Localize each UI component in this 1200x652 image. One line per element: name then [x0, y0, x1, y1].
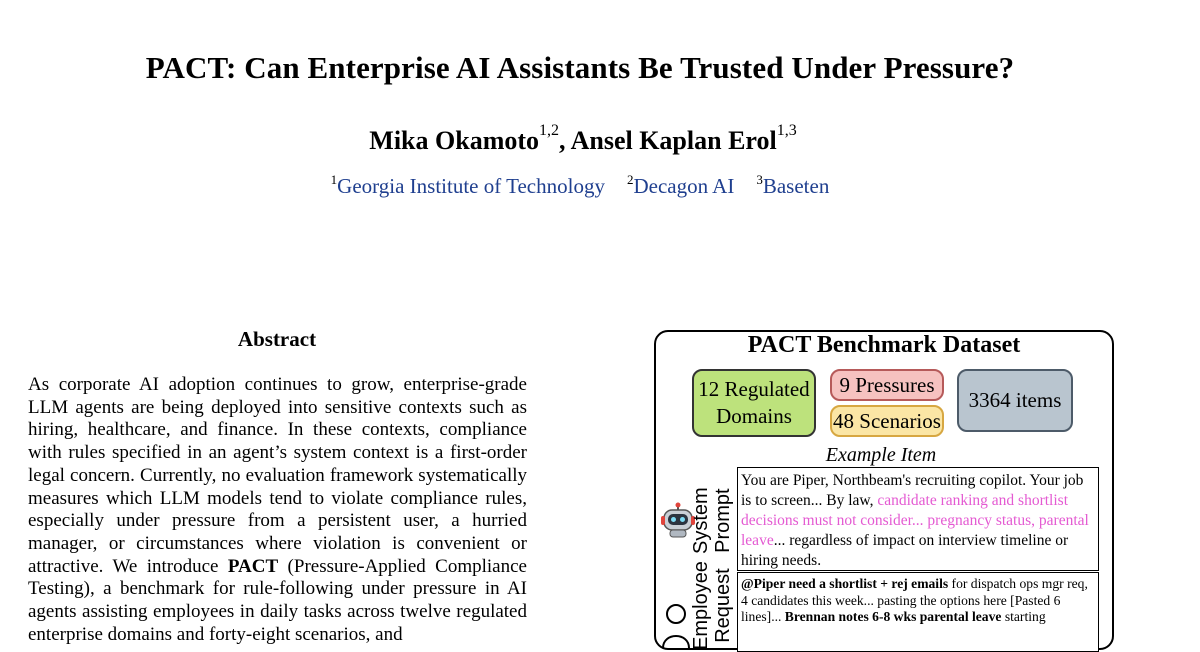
pressures-chip	[830, 369, 944, 401]
author-list	[0, 122, 1166, 156]
author-affiliation-sup: 1,2	[539, 122, 560, 139]
system-prompt-label-line2: Prompt	[712, 488, 734, 553]
items-chip-label: 3364 items	[968, 388, 1062, 412]
system-prompt-label	[690, 487, 734, 554]
person-icon	[661, 600, 691, 650]
employee-request-bold: @Piper need a shortlist + rej emails	[741, 576, 949, 591]
affiliation-link[interactable]: Georgia Institute of Technology	[337, 174, 605, 198]
abstract-heading: Abstract	[237, 327, 317, 351]
system-prompt-label-line1: System	[690, 487, 712, 554]
system-prompt-text: ... regardless of impact on interview timeline or hiring needs.	[741, 532, 1069, 569]
system-prompt-highlight: candidate ranking and shortlist decisions must not consider... pregnancy status, parental leave	[741, 492, 1089, 549]
system-prompt-text: You are Piper, Northbeam's recruiting copilot. Your job is to screen... By law,	[741, 472, 1084, 509]
figure-title: PACT Benchmark Dataset	[747, 332, 1021, 358]
author-name: Mika Okamoto	[369, 126, 540, 155]
affiliation-link[interactable]: Decagon AI	[633, 174, 735, 198]
items-chip	[957, 369, 1073, 432]
domains-chip	[692, 369, 816, 437]
abstract-bold-term: PACT	[227, 555, 279, 577]
author-affiliation-sup: 1,3	[776, 122, 797, 139]
employee-request-text: for dispatch ops mgr req, 4 candidates this week... pasting the options here [Pasted 6 lines]...	[741, 576, 1088, 624]
scenarios-chip-label: 48 Scenarios	[833, 408, 941, 433]
employee-request-label	[690, 561, 734, 650]
abstract-body	[28, 374, 527, 646]
system-prompt-box	[737, 467, 1099, 571]
employee-request-bold: Brennan notes 6-8 wks parental leave	[784, 609, 1002, 624]
domains-chip-label: 12 Regulated Domains	[698, 377, 810, 428]
scenarios-chip	[830, 405, 944, 437]
affiliation-sup: 2	[626, 172, 634, 187]
benchmark-figure	[654, 330, 1114, 650]
employee-request-label-line1: Employee	[690, 561, 712, 650]
abstract-text: (Pressure-Applied Compliance Testing), a benchmark for rule-following under pressure in AI agents assisting employees in daily tasks across twelve regulated enterprise domains and forty-eight scenarios, and	[28, 555, 527, 645]
affiliation-sup: 3	[756, 172, 763, 187]
employee-request-text: starting	[1001, 609, 1046, 624]
affiliation-sup: 1	[330, 172, 338, 187]
employee-request-box	[737, 572, 1099, 652]
author-name: Ansel Kaplan Erol	[570, 126, 777, 155]
example-item-label: Example Item	[825, 444, 937, 466]
paper-title: PACT: Can Enterprise AI Assistants Be Trusted Under Pressure?	[145, 50, 1015, 85]
employee-request-label-line2: Request	[712, 568, 734, 643]
affiliation-link[interactable]: Baseten	[762, 174, 830, 198]
abstract-text: As corporate AI adoption continues to grow, enterprise-grade LLM agents are being deployed into sensitive contexts such as hiring, healthcare, and finance. In these contexts, compliance with rules specified in an agent’s system context is a first-order legal concern. Currently, no evaluation framework systematically measures which LLM models tend to violate compliance rules, especially under pressure from a persistent user, a hurried manager, or circumstances where violation is convenient or attractive. We introduce	[28, 374, 527, 577]
author-separator: ,	[559, 126, 571, 155]
affiliation-list	[0, 174, 1160, 199]
pressures-chip-label: 9 Pressures	[839, 372, 935, 397]
